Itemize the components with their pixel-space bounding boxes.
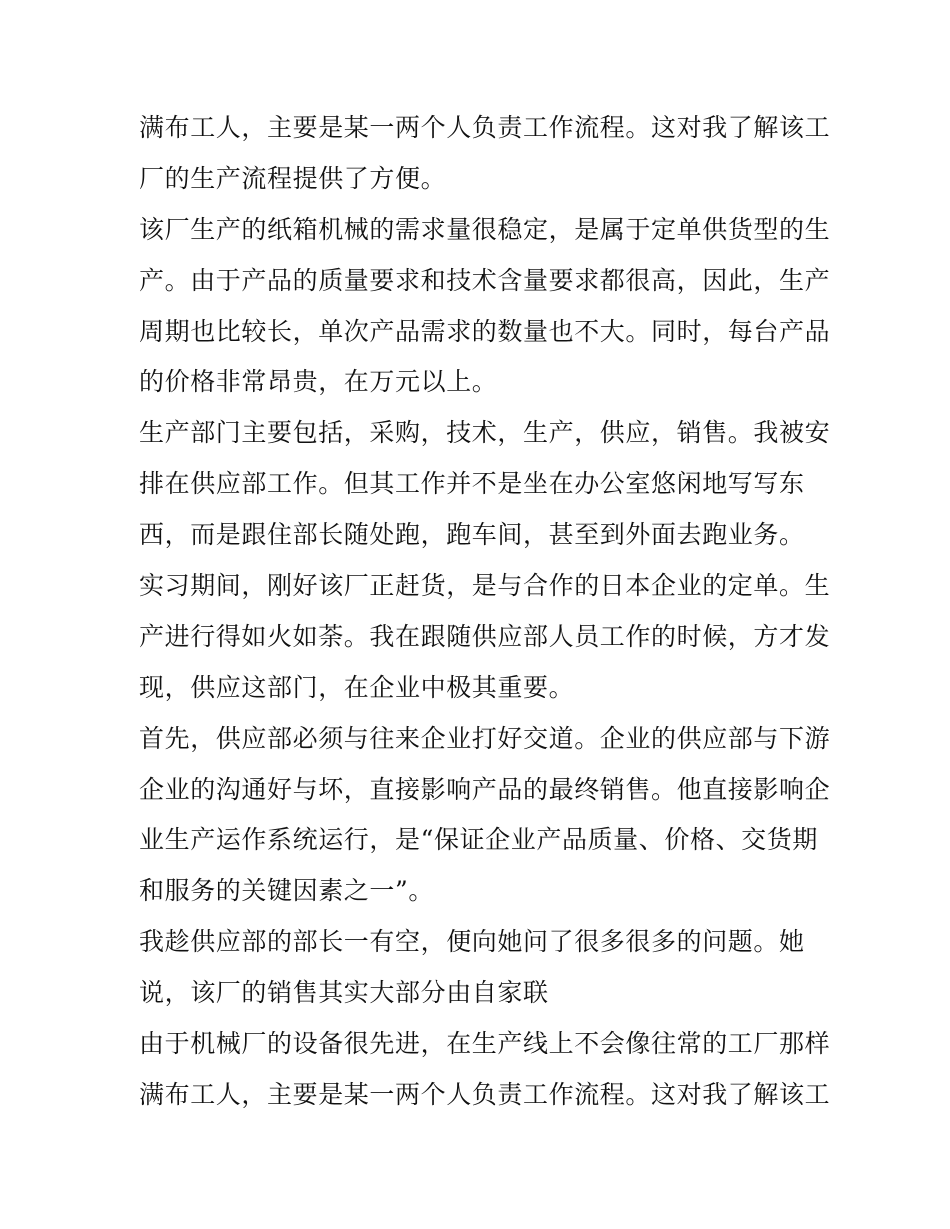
document-body <box>139 103 831 1121</box>
text-line: 满布工人，主要是某一两个人负责工作流程。这对我了解该工 <box>139 1079 831 1109</box>
text-line: 业生产运作系统运行，是“保证企业产品质量、价格、交货期 <box>139 825 818 855</box>
text-line: 满布工人，主要是某一两个人负责工作流程。这对我了解该工 <box>139 113 831 142</box>
text-line: 说，该厂的销售其实大部分由自家联 <box>139 978 549 1008</box>
text-line: 排在供应部工作。但其工作并不是坐在办公室悠闲地写写东 <box>139 469 805 499</box>
text-line: 周期也比较长，单次产品需求的数量也不大。同时，每台产品 <box>139 316 831 346</box>
text-line: 企业的沟通好与坏，直接影响产品的最终销售。他直接影响企 <box>139 774 831 804</box>
text-line: 和服务的关键因素之一”。 <box>139 876 434 906</box>
text-line: 产。由于产品的质量要求和技术含量要求都很高，因此，生产 <box>139 265 831 295</box>
text-line: 厂的生产流程提供了方便。 <box>139 163 447 193</box>
text-line: 现，供应这部门，在企业中极其重要。 <box>139 672 575 702</box>
text-line: 首先，供应部必须与往来企业打好交道。企业的供应部与下游 <box>139 723 831 753</box>
text-line: 产进行得如火如荼。我在跟随供应部人员工作的时候，方才发 <box>139 621 831 651</box>
text-line: 我趁供应部的部长一有空，便向她问了很多很多的问题。她 <box>139 927 805 957</box>
text-line: 实习期间，刚好该厂正赶货，是与合作的日本企业的定单。生 <box>139 571 831 601</box>
text-line: 生产部门主要包括，采购，技术，生产，供应，销售。我被安 <box>139 418 831 448</box>
text-line: 的价格非常昂贵，在万元以上。 <box>139 367 498 397</box>
text-line: 该厂生产的纸箱机械的需求量很稳定，是属于定单供货型的生 <box>139 214 831 244</box>
text-line: 由于机械厂的设备很先进，在生产线上不会像往常的工厂那样 <box>139 1029 831 1059</box>
text-line: 西，而是跟住部长随处跑，跑车间，甚至到外面去跑业务。 <box>139 520 805 550</box>
